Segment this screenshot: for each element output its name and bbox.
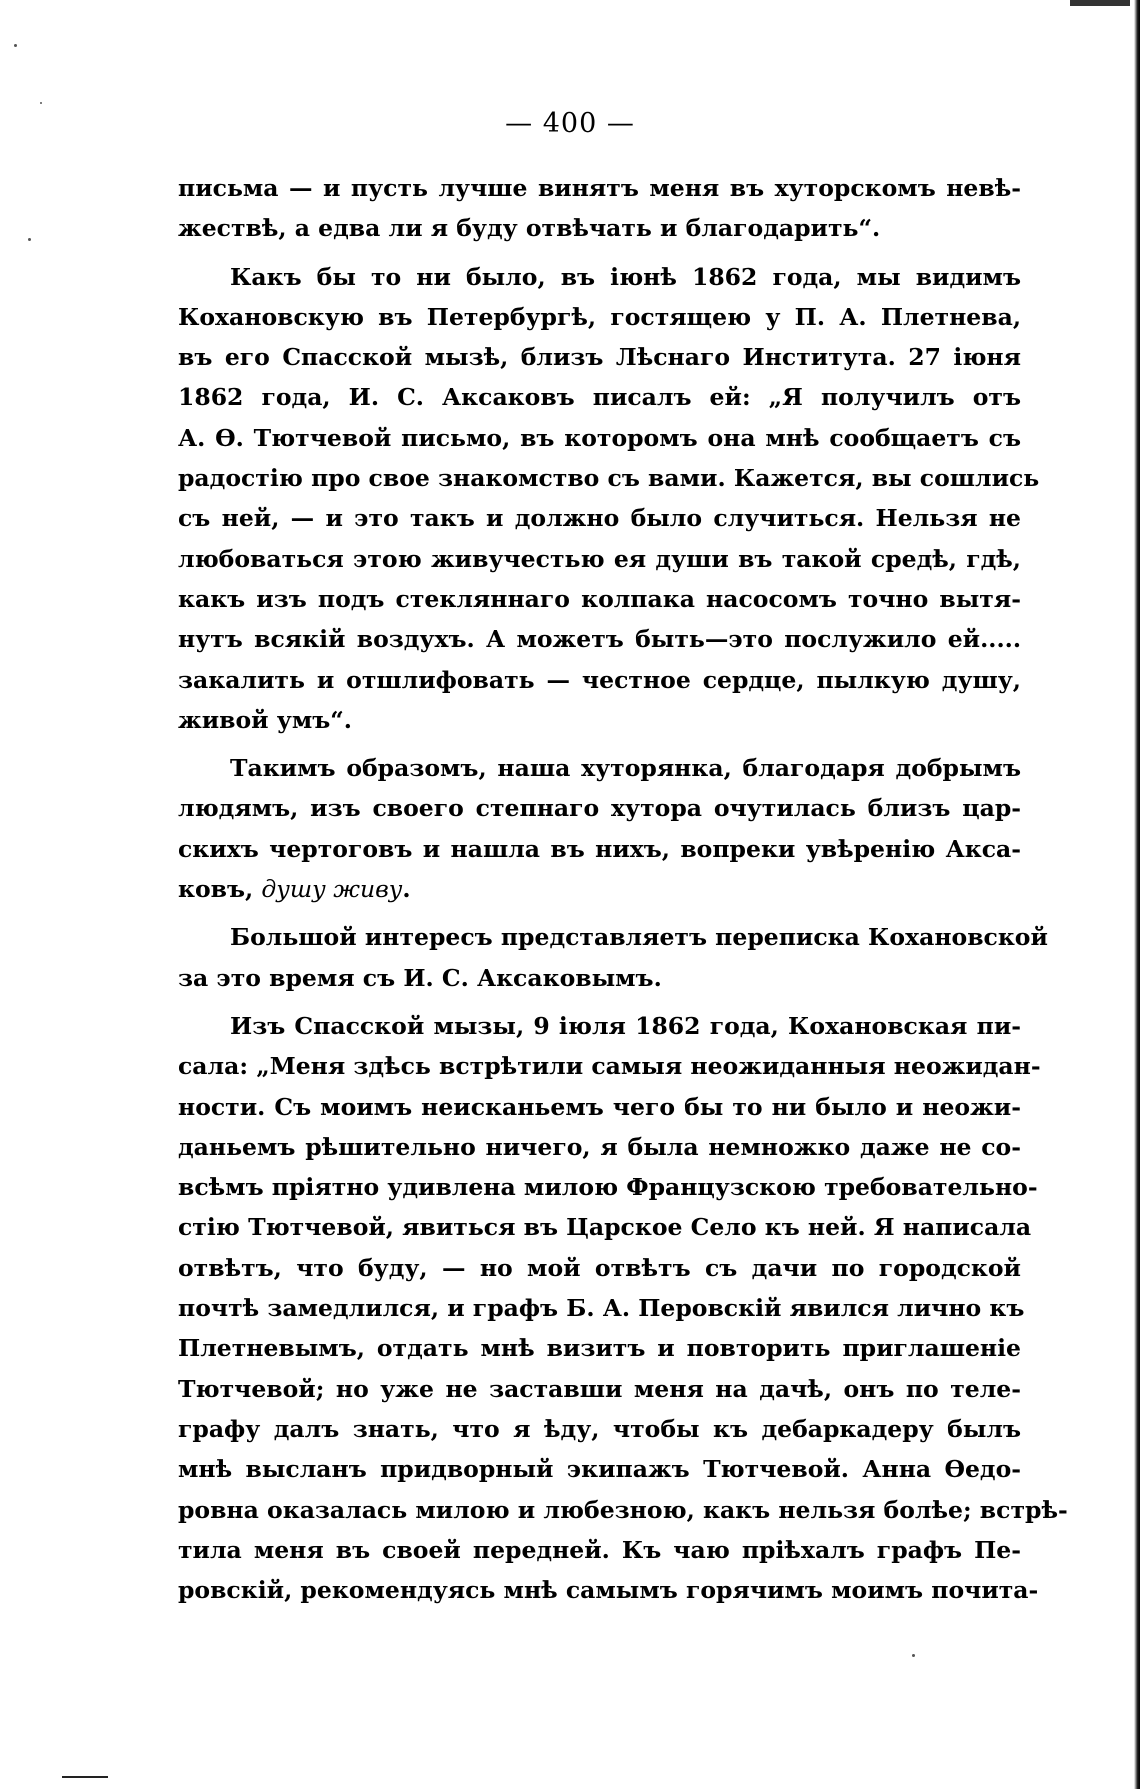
text-line: отвѣтъ, что буду, — но мой отвѣтъ съ дачи по городской xyxy=(178,1253,1021,1282)
text-line: ровна оказалась милою и любезною, какъ нельзя болѣе; встрѣ- xyxy=(178,1495,1068,1524)
text-line: въ его Спасской мызѣ, близъ Лѣснаго Института. 27 іюня xyxy=(178,343,1021,372)
text-line: мнѣ высланъ придворный экипажъ Тютчевой. Анна Ѳедо- xyxy=(178,1455,1021,1484)
paragraph xyxy=(178,917,1048,998)
text-line: графу далъ знать, что я ѣду, чтобы къ дебаркадеру былъ xyxy=(178,1414,1021,1443)
text-line: ности. Съ моимъ неисканьемъ чего бы то ни было и неожи- xyxy=(178,1092,1021,1121)
paragraph xyxy=(178,257,1040,741)
text-line: Кохановскую въ Петербургѣ, гостящею у П. А. Плетнева, xyxy=(178,302,1021,331)
text-line: почтѣ замедлился, и графъ Б. А. Перовскій явился лично къ xyxy=(178,1294,1025,1323)
text-line: Тютчевой; но уже не заставши меня на дачѣ, онъ по теле- xyxy=(178,1374,1021,1403)
text-line: тила меня въ своей передней. Къ чаю пріѣхалъ графъ Пе- xyxy=(178,1535,1021,1564)
text-segment: ковъ, xyxy=(178,875,262,904)
text-line: ровскій, рекомендуясь мнѣ самымъ горячимъ моимъ почита- xyxy=(178,1576,1039,1605)
text-line: всѣмъ пріятно удивлена милою Французскою требовательно- xyxy=(178,1173,1038,1202)
text-line: стію Тютчевой, явиться въ Царское Село къ ней. Я написала xyxy=(178,1213,1032,1242)
text-line: Такимъ образомъ, наша хуторянка, благодаря добрымъ xyxy=(230,754,1021,783)
body-text xyxy=(178,168,1068,1610)
text-line: за это время съ И. С. Аксаковымъ. xyxy=(178,963,662,992)
text-line: людямъ, изъ своего степнаго хутора очутилась близъ цар- xyxy=(178,794,1021,823)
text-line: нутъ всякій воздухъ. А можетъ быть—это послужило ей..... xyxy=(178,625,1021,654)
text-line: радостію про свое знакомство съ вами. Кажется, вы сошлись xyxy=(178,464,1040,493)
text-line: съ ней, — и это такъ и должно было случиться. Нельзя не xyxy=(178,504,1021,533)
text-line: какъ изъ подъ стекляннаго колпака насосомъ точно вытя- xyxy=(178,584,1021,613)
scan-edge-mark xyxy=(62,1776,108,1778)
scan-corner-mark xyxy=(1070,0,1130,6)
text-segment: . xyxy=(402,875,411,904)
text-line: письма — и пусть лучше винятъ меня въ хуторскомъ невѣ- xyxy=(178,174,1021,202)
text-line: скихъ чертоговъ и нашла въ нихъ, вопреки увѣренію Акса- xyxy=(178,834,1021,863)
paragraph xyxy=(178,168,1021,249)
text-line: Плетневымъ, отдать мнѣ визитъ и повторить приглашеніе xyxy=(178,1334,1021,1363)
margin-speck xyxy=(14,44,17,47)
text-line: закалить и отшлифовать — честное сердце, пылкую душу, xyxy=(178,665,1021,694)
text-line: Какъ бы то ни было, въ іюнѣ 1862 года, мы видимъ xyxy=(230,262,1021,291)
text-line xyxy=(178,869,1021,909)
paragraph xyxy=(178,748,1021,909)
margin-speck xyxy=(40,102,42,104)
text-line: даньемъ рѣшительно ничего, я была немножко даже не со- xyxy=(178,1132,1021,1161)
text-line: Большой интересъ представляетъ переписка Кохановской xyxy=(230,923,1048,952)
text-line: жествѣ, а едва ли я буду отвѣчать и благодарить“. xyxy=(178,214,881,243)
paragraph xyxy=(178,1006,1068,1610)
text-line: А. Ѳ. Тютчевой письмо, въ которомъ она мнѣ сообщаетъ съ xyxy=(178,423,1021,452)
text-line: сала: „Меня здѣсь встрѣтили самыя неожиданныя неожидан- xyxy=(178,1052,1041,1081)
margin-speck xyxy=(28,238,31,241)
text-line: Изъ Спасской мызы, 9 іюля 1862 года, Кохановская пи- xyxy=(230,1011,1021,1040)
margin-speck xyxy=(912,1654,915,1657)
text-line: живой умъ“. xyxy=(178,705,352,734)
page-number: — 400 — xyxy=(505,108,635,139)
page-edge-shadow xyxy=(1134,0,1140,1789)
italic-phrase: душу живу xyxy=(261,875,403,904)
text-line: 1862 года, И. С. Аксаковъ писалъ ей: „Я получилъ отъ xyxy=(178,383,1021,412)
text-line: любоваться этою живучестью ея души въ такой средѣ, гдѣ, xyxy=(178,544,1021,573)
